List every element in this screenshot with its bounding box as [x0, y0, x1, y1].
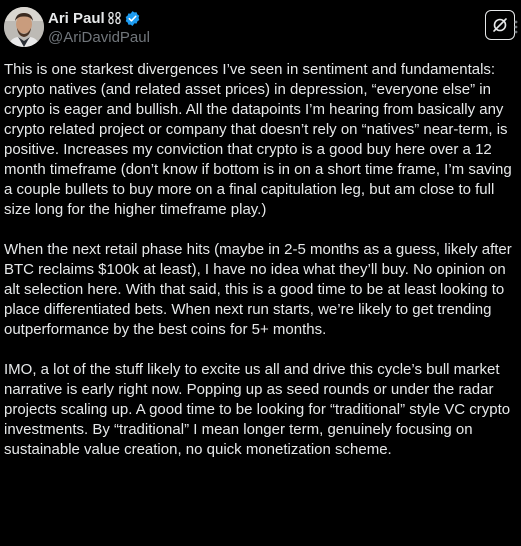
more-options-icon	[514, 20, 518, 34]
user-info	[48, 9, 150, 46]
chain-link-icon	[108, 11, 122, 25]
tweet-text	[4, 60, 514, 480]
more-options-button[interactable]	[513, 7, 519, 47]
grok-icon	[491, 16, 509, 34]
display-name[interactable]: Ari Paul	[48, 9, 105, 27]
grok-button[interactable]	[485, 10, 515, 40]
tweet-header	[4, 7, 517, 49]
tweet-paragraph-2: When the next retail phase hits (maybe in 2-5 months as a guess, likely after BTC reclaims $100k at least), I have no idea what they’ll buy. No opinion on alt selection here. With that said, this is a good time to be at least looking to place differentiated bets. When next run starts, we’re likely to get trending outperformance by the best coins for 5+ months.	[4, 241, 512, 338]
tweet-paragraph-1: This is one starkest divergences I’ve seen in sentiment and fundamentals: crypto natives (and related asset prices) in depression, “everyone else” in crypto is eager and bullish. All the datapoints I’m hearing from basically any crypto related project or company that doesn’t rely on “natives” near-term, is positive. Increases my conviction that crypto is a good buy here over a 12 month timeframe (don’t know if bottom is in on a short time frame, I’m saving a couple bullets to buy more on a final capitulation leg, but am close to full size long for the higher timeframe play.)	[4, 61, 512, 218]
avatar-photo	[4, 7, 44, 47]
tweet-paragraph-3: IMO, a lot of the stuff likely to excite us all and drive this cycle’s bull market narrative is early right now. Popping up as seed rounds or under the radar projects scaling up. A good time to be looking for “traditional” style VC crypto investments. By “traditional” I mean longer term, genuinely focusing on sustainable value creation, no quick monetization scheme.	[4, 361, 511, 458]
avatar[interactable]	[4, 7, 44, 47]
verified-badge-icon[interactable]	[124, 10, 141, 27]
name-row	[48, 9, 150, 27]
handle[interactable]: @AriDavidPaul	[48, 29, 150, 46]
